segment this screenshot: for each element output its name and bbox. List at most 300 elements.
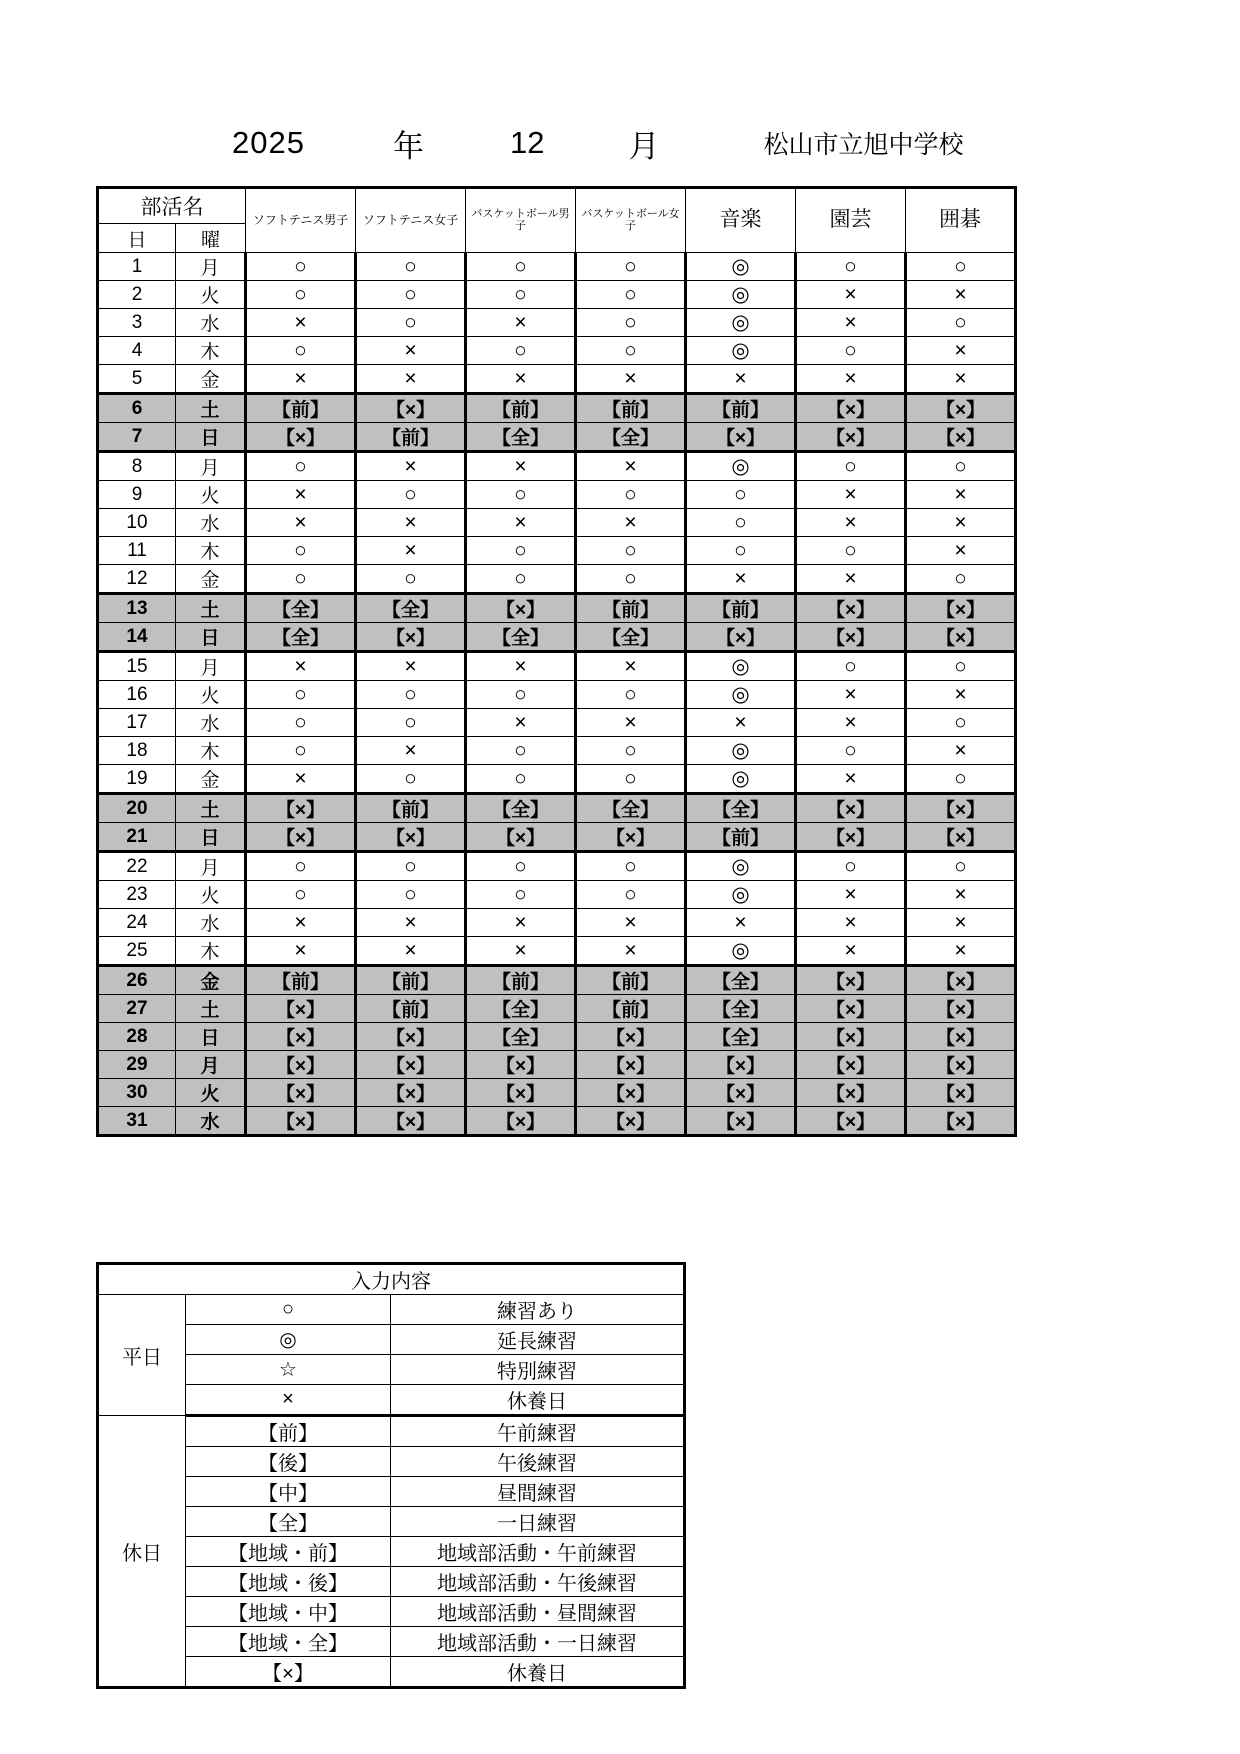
title-year-label: 年: [392, 128, 424, 164]
cell-activity[interactable]: ×: [246, 652, 356, 681]
cell-activity[interactable]: ×: [576, 365, 686, 394]
legend-symbol: ×: [186, 1385, 391, 1416]
cell-activity[interactable]: ◎: [686, 852, 796, 881]
cell-activity[interactable]: 【全】: [466, 623, 576, 652]
cell-activity[interactable]: 【前】: [356, 423, 466, 452]
cell-activity[interactable]: 【×】: [796, 394, 906, 423]
cell-activity[interactable]: ○: [576, 309, 686, 337]
cell-activity[interactable]: ×: [466, 709, 576, 737]
cell-day-of-week: 日: [176, 623, 246, 652]
cell-activity[interactable]: ○: [356, 309, 466, 337]
cell-activity[interactable]: ○: [356, 681, 466, 709]
cell-activity[interactable]: ○: [796, 652, 906, 681]
legend-symbol: 【前】: [186, 1416, 391, 1447]
cell-activity[interactable]: ×: [356, 509, 466, 537]
cell-activity[interactable]: 【×】: [246, 995, 356, 1023]
cell-activity[interactable]: ○: [356, 709, 466, 737]
cell-activity[interactable]: 【全】: [686, 966, 796, 995]
cell-day-of-week: 水: [176, 709, 246, 737]
legend-row: [98, 1416, 685, 1447]
cell-day: 11: [98, 537, 176, 565]
cell-activity[interactable]: ○: [686, 537, 796, 565]
cell-activity[interactable]: 【×】: [576, 1107, 686, 1136]
legend-row: [98, 1295, 685, 1325]
title-month-label: 月: [628, 128, 660, 164]
cell-activity[interactable]: ×: [906, 509, 1016, 537]
legend-title: 入力内容: [98, 1264, 685, 1295]
cell-activity[interactable]: ○: [576, 881, 686, 909]
cell-activity[interactable]: 【前】: [576, 394, 686, 423]
table-row: [98, 509, 1016, 537]
cell-activity[interactable]: ◎: [686, 452, 796, 481]
cell-activity[interactable]: ×: [466, 365, 576, 394]
cell-activity[interactable]: ○: [796, 253, 906, 281]
cell-activity[interactable]: 【×】: [906, 1107, 1016, 1136]
cell-activity[interactable]: 【×】: [356, 394, 466, 423]
title-year: 2025: [232, 125, 305, 160]
cell-activity[interactable]: ○: [796, 452, 906, 481]
cell-activity[interactable]: 【全】: [246, 594, 356, 623]
cell-activity[interactable]: 【×】: [356, 1051, 466, 1079]
cell-activity[interactable]: 【前】: [466, 966, 576, 995]
school-name: 松山市立旭中学校: [763, 131, 964, 159]
cell-activity[interactable]: ○: [576, 281, 686, 309]
cell-activity[interactable]: ○: [246, 452, 356, 481]
cell-activity[interactable]: ×: [906, 337, 1016, 365]
cell-day-of-week: 土: [176, 995, 246, 1023]
schedule-table-head: [98, 188, 1016, 253]
cell-activity[interactable]: 【×】: [466, 1107, 576, 1136]
cell-day: 12: [98, 565, 176, 594]
cell-activity[interactable]: ×: [246, 509, 356, 537]
legend-description: 地域部活動・昼間練習: [391, 1597, 685, 1627]
cell-activity[interactable]: 【前】: [686, 594, 796, 623]
table-row: [98, 594, 1016, 623]
cell-activity[interactable]: ×: [796, 365, 906, 394]
cell-activity[interactable]: 【×】: [796, 423, 906, 452]
cell-activity[interactable]: 【×】: [796, 1051, 906, 1079]
cell-activity[interactable]: ○: [466, 681, 576, 709]
cell-activity[interactable]: ×: [796, 709, 906, 737]
cell-activity[interactable]: ○: [246, 709, 356, 737]
cell-activity[interactable]: ×: [686, 365, 796, 394]
legend-table-body: [98, 1264, 685, 1688]
legend-description: 休養日: [391, 1385, 685, 1416]
cell-activity[interactable]: 【前】: [576, 594, 686, 623]
cell-activity[interactable]: ○: [576, 681, 686, 709]
legend-description: 午後練習: [391, 1447, 685, 1477]
cell-activity[interactable]: 【全】: [686, 995, 796, 1023]
cell-activity[interactable]: ×: [906, 737, 1016, 765]
cell-activity[interactable]: ○: [466, 337, 576, 365]
cell-activity[interactable]: ×: [356, 737, 466, 765]
cell-activity[interactable]: ○: [576, 253, 686, 281]
cell-activity[interactable]: 【全】: [466, 423, 576, 452]
schedule-table: [96, 186, 1017, 1137]
cell-activity[interactable]: 【×】: [796, 823, 906, 852]
cell-day-of-week: 水: [176, 509, 246, 537]
cell-activity[interactable]: ○: [906, 709, 1016, 737]
cell-day-of-week: 火: [176, 281, 246, 309]
cell-activity[interactable]: ×: [246, 765, 356, 794]
cell-activity[interactable]: ×: [466, 509, 576, 537]
cell-activity[interactable]: ×: [796, 481, 906, 509]
cell-activity[interactable]: 【×】: [796, 1107, 906, 1136]
cell-activity[interactable]: ×: [356, 365, 466, 394]
table-row: [98, 737, 1016, 765]
table-row: [98, 281, 1016, 309]
cell-day-of-week: 木: [176, 737, 246, 765]
legend-title-row: [98, 1264, 685, 1295]
cell-activity[interactable]: 【×】: [906, 1051, 1016, 1079]
cell-day: 7: [98, 423, 176, 452]
cell-activity[interactable]: ×: [906, 881, 1016, 909]
cell-day: 28: [98, 1023, 176, 1051]
cell-activity[interactable]: ×: [906, 909, 1016, 937]
cell-day: 14: [98, 623, 176, 652]
cell-activity[interactable]: ×: [576, 937, 686, 966]
cell-activity[interactable]: ×: [906, 681, 1016, 709]
legend-row: [98, 1657, 685, 1688]
cell-activity[interactable]: 【×】: [796, 1023, 906, 1051]
cell-day: 22: [98, 852, 176, 881]
cell-activity[interactable]: ○: [576, 565, 686, 594]
cell-activity[interactable]: 【×】: [356, 1079, 466, 1107]
cell-activity[interactable]: ◎: [686, 337, 796, 365]
cell-activity[interactable]: ○: [466, 481, 576, 509]
cell-activity[interactable]: ×: [576, 652, 686, 681]
legend-table: [96, 1262, 686, 1689]
cell-day-of-week: 月: [176, 1051, 246, 1079]
cell-activity[interactable]: ×: [796, 765, 906, 794]
cell-activity[interactable]: ○: [906, 652, 1016, 681]
cell-activity[interactable]: ×: [796, 281, 906, 309]
cell-activity[interactable]: 【×】: [686, 1107, 796, 1136]
legend-description: 練習あり: [391, 1295, 685, 1325]
cell-activity[interactable]: 【前】: [576, 995, 686, 1023]
cell-activity[interactable]: ○: [246, 253, 356, 281]
table-row: [98, 253, 1016, 281]
table-row: [98, 537, 1016, 565]
cell-activity[interactable]: 【全】: [246, 623, 356, 652]
cell-activity[interactable]: 【×】: [796, 966, 906, 995]
cell-activity[interactable]: ◎: [686, 253, 796, 281]
cell-activity[interactable]: 【全】: [466, 995, 576, 1023]
cell-activity[interactable]: ○: [796, 737, 906, 765]
cell-activity[interactable]: ×: [246, 481, 356, 509]
cell-activity[interactable]: 【×】: [576, 823, 686, 852]
cell-day-of-week: 火: [176, 1079, 246, 1107]
cell-activity[interactable]: ○: [796, 337, 906, 365]
cell-activity[interactable]: 【×】: [796, 1079, 906, 1107]
cell-activity[interactable]: 【×】: [246, 1107, 356, 1136]
cell-activity[interactable]: ×: [906, 537, 1016, 565]
cell-day: 4: [98, 337, 176, 365]
cell-day-of-week: 水: [176, 1107, 246, 1136]
cell-activity[interactable]: ◎: [686, 652, 796, 681]
cell-activity[interactable]: ×: [246, 909, 356, 937]
cell-activity[interactable]: 【前】: [686, 394, 796, 423]
cell-activity[interactable]: 【×】: [906, 1079, 1016, 1107]
cell-activity[interactable]: ◎: [686, 765, 796, 794]
legend-row: [98, 1537, 685, 1567]
cell-activity[interactable]: ×: [686, 909, 796, 937]
cell-activity[interactable]: 【×】: [246, 1079, 356, 1107]
cell-activity[interactable]: ×: [796, 937, 906, 966]
legend-symbol: ○: [186, 1295, 391, 1325]
table-row: [98, 995, 1016, 1023]
cell-activity[interactable]: ○: [686, 481, 796, 509]
cell-activity[interactable]: ○: [356, 852, 466, 881]
cell-activity[interactable]: ×: [906, 937, 1016, 966]
cell-activity[interactable]: ○: [576, 537, 686, 565]
cell-activity[interactable]: ×: [466, 909, 576, 937]
cell-activity[interactable]: ○: [466, 852, 576, 881]
legend-description: 地域部活動・一日練習: [391, 1627, 685, 1657]
legend-row: [98, 1597, 685, 1627]
cell-activity[interactable]: ×: [356, 537, 466, 565]
cell-day: 24: [98, 909, 176, 937]
cell-day: 29: [98, 1051, 176, 1079]
club-header-basketball-girls: バスケットボール女子: [576, 188, 686, 253]
cell-activity[interactable]: 【×】: [796, 594, 906, 623]
cell-activity[interactable]: ×: [796, 681, 906, 709]
cell-activity[interactable]: ×: [576, 509, 686, 537]
cell-activity[interactable]: 【×】: [906, 594, 1016, 623]
cell-activity[interactable]: ○: [356, 281, 466, 309]
cell-activity[interactable]: 【×】: [356, 1023, 466, 1051]
cell-day: 25: [98, 937, 176, 966]
cell-activity[interactable]: ○: [466, 253, 576, 281]
cell-activity[interactable]: ○: [356, 881, 466, 909]
cell-activity[interactable]: ○: [576, 852, 686, 881]
cell-activity[interactable]: ○: [356, 481, 466, 509]
cell-activity[interactable]: ×: [686, 565, 796, 594]
cell-activity[interactable]: ○: [576, 765, 686, 794]
cell-activity[interactable]: ×: [796, 509, 906, 537]
cell-activity[interactable]: 【×】: [576, 1023, 686, 1051]
cell-activity[interactable]: ×: [356, 652, 466, 681]
cell-activity[interactable]: ◎: [686, 881, 796, 909]
cell-activity[interactable]: ×: [796, 565, 906, 594]
legend-symbol: 【後】: [186, 1447, 391, 1477]
cell-activity[interactable]: 【前】: [356, 966, 466, 995]
cell-day: 2: [98, 281, 176, 309]
cell-activity[interactable]: ○: [906, 565, 1016, 594]
legend-description: 一日練習: [391, 1507, 685, 1537]
cell-activity[interactable]: ○: [246, 852, 356, 881]
cell-activity[interactable]: ×: [466, 309, 576, 337]
cell-activity[interactable]: ○: [356, 765, 466, 794]
cell-activity[interactable]: ×: [906, 281, 1016, 309]
cell-activity[interactable]: 【×】: [906, 423, 1016, 452]
cell-activity[interactable]: ○: [576, 481, 686, 509]
cell-activity[interactable]: 【×】: [796, 623, 906, 652]
cell-day-of-week: 日: [176, 423, 246, 452]
cell-activity[interactable]: 【×】: [466, 1079, 576, 1107]
cell-activity[interactable]: ◎: [686, 937, 796, 966]
cell-activity[interactable]: ×: [356, 452, 466, 481]
cell-activity[interactable]: ◎: [686, 309, 796, 337]
cell-activity[interactable]: ○: [246, 281, 356, 309]
cell-day: 30: [98, 1079, 176, 1107]
cell-activity[interactable]: 【×】: [686, 423, 796, 452]
cell-activity[interactable]: ○: [466, 765, 576, 794]
cell-activity[interactable]: ×: [356, 337, 466, 365]
cell-activity[interactable]: 【全】: [576, 794, 686, 823]
cell-day-of-week: 月: [176, 452, 246, 481]
cell-activity[interactable]: ○: [246, 681, 356, 709]
table-row: [98, 423, 1016, 452]
cell-activity[interactable]: ×: [576, 452, 686, 481]
cell-day: 3: [98, 309, 176, 337]
cell-activity[interactable]: ○: [466, 737, 576, 765]
legend-description: 地域部活動・午前練習: [391, 1537, 685, 1567]
cell-activity[interactable]: 【前】: [576, 966, 686, 995]
cell-activity[interactable]: ×: [796, 881, 906, 909]
cell-activity[interactable]: 【全】: [466, 794, 576, 823]
cell-activity[interactable]: 【全】: [576, 623, 686, 652]
cell-activity[interactable]: 【×】: [796, 995, 906, 1023]
cell-activity[interactable]: ×: [356, 937, 466, 966]
legend-row: [98, 1385, 685, 1416]
cell-activity[interactable]: 【全】: [686, 794, 796, 823]
cell-activity[interactable]: 【×】: [466, 1051, 576, 1079]
title-month: 12: [509, 125, 545, 160]
cell-activity[interactable]: ○: [906, 852, 1016, 881]
cell-activity[interactable]: 【×】: [906, 995, 1016, 1023]
legend-row: [98, 1507, 685, 1537]
cell-activity[interactable]: 【×】: [686, 1051, 796, 1079]
table-row: [98, 823, 1016, 852]
cell-activity[interactable]: ×: [796, 909, 906, 937]
cell-activity[interactable]: 【×】: [246, 1051, 356, 1079]
cell-activity[interactable]: 【×】: [466, 594, 576, 623]
cell-activity[interactable]: 【全】: [356, 594, 466, 623]
cell-activity[interactable]: 【×】: [906, 823, 1016, 852]
cell-activity[interactable]: ×: [796, 309, 906, 337]
cell-activity[interactable]: ○: [356, 253, 466, 281]
cell-activity[interactable]: 【×】: [686, 623, 796, 652]
table-row: [98, 1051, 1016, 1079]
cell-activity[interactable]: 【×】: [906, 1023, 1016, 1051]
cell-activity[interactable]: ◎: [686, 737, 796, 765]
cell-activity[interactable]: ○: [246, 565, 356, 594]
cell-activity[interactable]: ○: [466, 881, 576, 909]
cell-activity[interactable]: 【前】: [246, 394, 356, 423]
legend-symbol: 【地域・前】: [186, 1537, 391, 1567]
legend-row: [98, 1325, 685, 1355]
cell-activity[interactable]: ○: [246, 881, 356, 909]
cell-activity[interactable]: ×: [246, 365, 356, 394]
cell-activity[interactable]: 【全】: [466, 1023, 576, 1051]
cell-activity[interactable]: 【×】: [356, 623, 466, 652]
cell-activity[interactable]: ○: [576, 737, 686, 765]
cell-activity[interactable]: ×: [246, 937, 356, 966]
cell-activity[interactable]: ◎: [686, 281, 796, 309]
cell-activity[interactable]: ×: [906, 365, 1016, 394]
cell-activity[interactable]: 【×】: [356, 1107, 466, 1136]
cell-activity[interactable]: 【×】: [356, 823, 466, 852]
cell-activity[interactable]: ○: [576, 337, 686, 365]
cell-activity[interactable]: 【前】: [466, 394, 576, 423]
cell-activity[interactable]: ○: [246, 737, 356, 765]
cell-activity[interactable]: 【前】: [686, 823, 796, 852]
cell-activity[interactable]: 【×】: [906, 794, 1016, 823]
cell-activity[interactable]: ○: [686, 509, 796, 537]
cell-activity[interactable]: ×: [466, 452, 576, 481]
cell-activity[interactable]: ○: [906, 765, 1016, 794]
cell-activity[interactable]: ×: [576, 909, 686, 937]
cell-activity[interactable]: 【×】: [246, 1023, 356, 1051]
cell-activity[interactable]: 【×】: [576, 1051, 686, 1079]
cell-activity[interactable]: 【前】: [356, 995, 466, 1023]
cell-activity[interactable]: ×: [466, 652, 576, 681]
cell-day: 10: [98, 509, 176, 537]
cell-activity[interactable]: 【×】: [906, 394, 1016, 423]
cell-activity[interactable]: 【×】: [686, 1079, 796, 1107]
cell-activity[interactable]: 【全】: [686, 1023, 796, 1051]
cell-activity[interactable]: 【全】: [576, 423, 686, 452]
cell-day-of-week: 土: [176, 594, 246, 623]
cell-activity[interactable]: 【前】: [356, 794, 466, 823]
legend-description: 午前練習: [391, 1416, 685, 1447]
cell-activity[interactable]: 【×】: [246, 823, 356, 852]
cell-activity[interactable]: 【×】: [796, 794, 906, 823]
cell-activity[interactable]: 【×】: [466, 823, 576, 852]
cell-activity[interactable]: ×: [246, 309, 356, 337]
cell-activity[interactable]: ○: [796, 852, 906, 881]
legend-symbol: 【地域・中】: [186, 1597, 391, 1627]
schedule-table-container: [96, 186, 1016, 1137]
table-row: [98, 452, 1016, 481]
table-row: [98, 681, 1016, 709]
cell-day: 13: [98, 594, 176, 623]
legend-description: 特別練習: [391, 1355, 685, 1385]
cell-activity[interactable]: 【前】: [246, 966, 356, 995]
cell-activity[interactable]: ○: [906, 452, 1016, 481]
cell-activity[interactable]: ○: [246, 337, 356, 365]
cell-day-of-week: 日: [176, 1023, 246, 1051]
cell-activity[interactable]: 【×】: [246, 794, 356, 823]
table-row: [98, 481, 1016, 509]
cell-activity[interactable]: ○: [906, 253, 1016, 281]
cell-activity[interactable]: 【×】: [906, 623, 1016, 652]
cell-activity[interactable]: ×: [466, 937, 576, 966]
cell-day-of-week: 金: [176, 565, 246, 594]
cell-activity[interactable]: 【×】: [246, 423, 356, 452]
cell-activity[interactable]: ×: [906, 481, 1016, 509]
cell-day-of-week: 月: [176, 253, 246, 281]
cell-activity[interactable]: 【×】: [906, 966, 1016, 995]
cell-activity[interactable]: 【×】: [576, 1079, 686, 1107]
cell-activity[interactable]: ×: [576, 709, 686, 737]
table-row: [98, 365, 1016, 394]
cell-activity[interactable]: ○: [466, 537, 576, 565]
cell-activity[interactable]: ○: [796, 537, 906, 565]
cell-activity[interactable]: ×: [686, 709, 796, 737]
cell-activity[interactable]: ○: [466, 281, 576, 309]
cell-activity[interactable]: ○: [906, 309, 1016, 337]
club-header-soft-tennis-girls: ソフトテニス女子: [356, 188, 466, 253]
cell-activity[interactable]: ○: [356, 565, 466, 594]
cell-activity[interactable]: ×: [356, 909, 466, 937]
club-header-soft-tennis-boys: ソフトテニス男子: [246, 188, 356, 253]
cell-activity[interactable]: ○: [466, 565, 576, 594]
cell-activity[interactable]: ○: [246, 537, 356, 565]
cell-day: 27: [98, 995, 176, 1023]
cell-activity[interactable]: ◎: [686, 681, 796, 709]
